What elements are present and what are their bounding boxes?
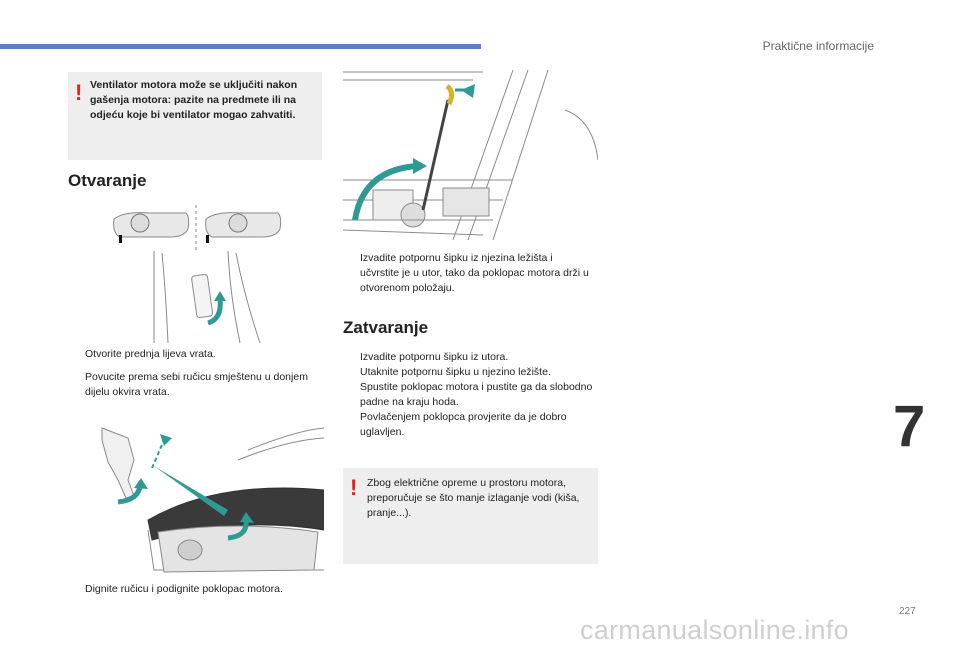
warning-icon: !: [75, 80, 83, 105]
page-number: 227: [899, 606, 916, 617]
opening-steps-a: [68, 347, 318, 400]
list-item: Povlačenjem poklopca provjerite da je dobro uglavljen.: [360, 411, 567, 438]
chapter-number: 7: [893, 394, 926, 459]
list-item: Utaknite potpornu šipku u njezino ležište.: [360, 366, 551, 378]
closing-steps: [343, 350, 593, 440]
heading-closing: Zatvaranje: [343, 318, 429, 337]
warning-note-water: [343, 468, 598, 564]
list-item: Povucite prema sebi ručicu smještenu u donjem dijelu okvira vrata.: [85, 371, 308, 398]
list-item: Dignite ručicu i podignite poklopac motora.: [85, 583, 283, 595]
watermark: carmanualsonline.info: [580, 615, 849, 645]
heading-opening: Otvaranje: [68, 171, 147, 190]
opening-steps-c: [343, 251, 593, 296]
list-item: Spustite poklopac motora i pustite ga da slobodno padne na kraju hoda.: [360, 381, 593, 408]
support-rod-illustration: [343, 70, 598, 240]
warning-icon: !: [350, 475, 358, 500]
warning-note-fan: [68, 72, 322, 160]
header-accent-bar: [0, 44, 481, 49]
warning-text: Zbog električne opreme u prostoru motora, preporučuje se što manje izlaganje vodi (kiša, pranje...).: [367, 477, 580, 519]
door-lever-illustration: [110, 195, 290, 345]
hood-release-illustration: [68, 420, 324, 580]
section-title: Praktične informacije: [762, 39, 874, 53]
list-item: Izvadite potpornu šipku iz utora.: [360, 351, 509, 363]
opening-steps-b: [68, 582, 330, 597]
list-item: Izvadite potpornu šipku iz njezina ležišta i učvrstite je u utor, tako da poklopac motora drži u otvorenom položaju.: [360, 252, 589, 294]
list-item: Otvorite prednja lijeva vrata.: [85, 348, 216, 360]
warning-text: Ventilator motora može se uključiti nakon gašenja motora: pazite na predmete ili na odjeću koje bi ventilator mogao zahvatiti.: [90, 79, 298, 121]
